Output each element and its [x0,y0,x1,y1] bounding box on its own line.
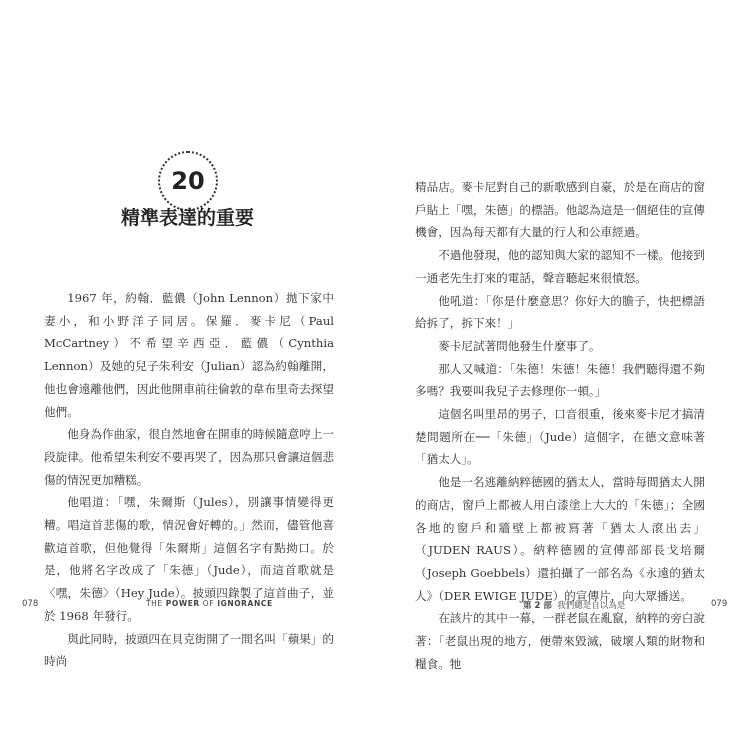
part-heading [523,599,625,611]
chapter-number-badge [158,151,218,211]
running-title-part: IGNORANCE [217,599,273,608]
paragraph: 麥卡尼試著問他發生什麼事了。 [438,338,601,353]
left-body-text [44,287,334,673]
paragraph: 他身為作曲家，很自然地會在開車的時候隨意哼上一段旋律。他希望朱利安不要再哭了，因為那只會讓這個悲傷的情況更加糟糕。 [44,427,334,487]
running-title-part: POWER [165,599,200,608]
part-title: 我們總是自以為是 [557,601,626,611]
paragraph-continuation: 精品店。麥卡尼對自己的新歌感到自豪，於是在商店的窗戶貼上「嘿，朱德」的標語。他認為這是一個絕佳的宣傳機會，因為每天都有大量的行人和公車經過。 [415,180,705,240]
right-page [375,0,750,750]
running-title-part: THE [146,599,166,608]
part-label: 第 2 部 [523,601,552,611]
right-page-number: 079 [711,599,728,609]
running-title [146,599,273,608]
running-title-part: OF [199,599,218,608]
left-page-number: 078 [22,599,39,609]
paragraph: 他吼道：「你是什麼意思？你好大的膽子，快把標語給拆了，拆下來！」 [415,293,705,331]
paragraph: 不過他發現，他的認知與大家的認知不一樣。他接到一通老先生打來的電話，聲音聽起來很憤怒。 [415,248,705,285]
paragraph: 這個名叫里昂的男子，口音很重，後來麥卡尼才搞清楚問題所在──「朱德」（Jude）這個字，在德文意味著「猶太人」。 [415,407,705,467]
paragraph: 與此同時，披頭四在貝克街開了一間名叫「蘋果」的時尚 [44,631,334,669]
paragraph: 他唱道：「嘿，朱爾斯（Jules），別讓事情變得更糟。唱這首悲傷的歌，情況會好轉的。」然而，儘管他喜歡這首歌，但他覺得「朱爾斯」這個名字有點拗口。於是，他將名字改成了「朱德」（Jude），而這首歌就是〈嘿，朱德〉（Hey Jude）。披頭四錄製了這首曲子，並於 1968 年發行。 [44,495,334,623]
paragraph: 1967 年，約翰．藍儂（John Lennon）拋下家中妻小，和小野洋子同居。保羅．麥卡尼（Paul McCartney）不希望辛西亞．藍儂（Cynthia Lennon）及她的兒子朱利安（Julian）認為約翰離開，他也會遠離他們，因此他開車前往倫敦的韋布里奇去探望他們。 [44,291,334,419]
paragraph: 他是一名逃離納粹德國的猶太人，當時每間猶太人開的商店，窗戶上都被人用白漆塗上大大的「朱德」；全國各地的窗戶和牆壁上都被寫著「猶太人滾出去」（JUDEN RAUS）。納粹德國的宣傳部部長戈培爾（Joseph Goebbels）還拍攝了一部名為《永遠的猶太人》（DER EWIGE JUDE）的宣傳片，向大眾播送。 [415,475,705,603]
paragraph: 那人又喊道：「朱德！朱德！朱德！我們聽得還不夠多嗎？我要叫我兒子去修理你一頓。」 [415,361,705,399]
chapter-title: 精準表達的重要 [120,207,254,229]
paragraph: 在該片的其中一幕，一群老鼠在亂竄，納粹的旁白說著：「老鼠出現的地方，便帶來毀滅，破壞人類的財物和糧食。牠 [415,611,705,671]
chapter-number: 20 [171,167,205,195]
